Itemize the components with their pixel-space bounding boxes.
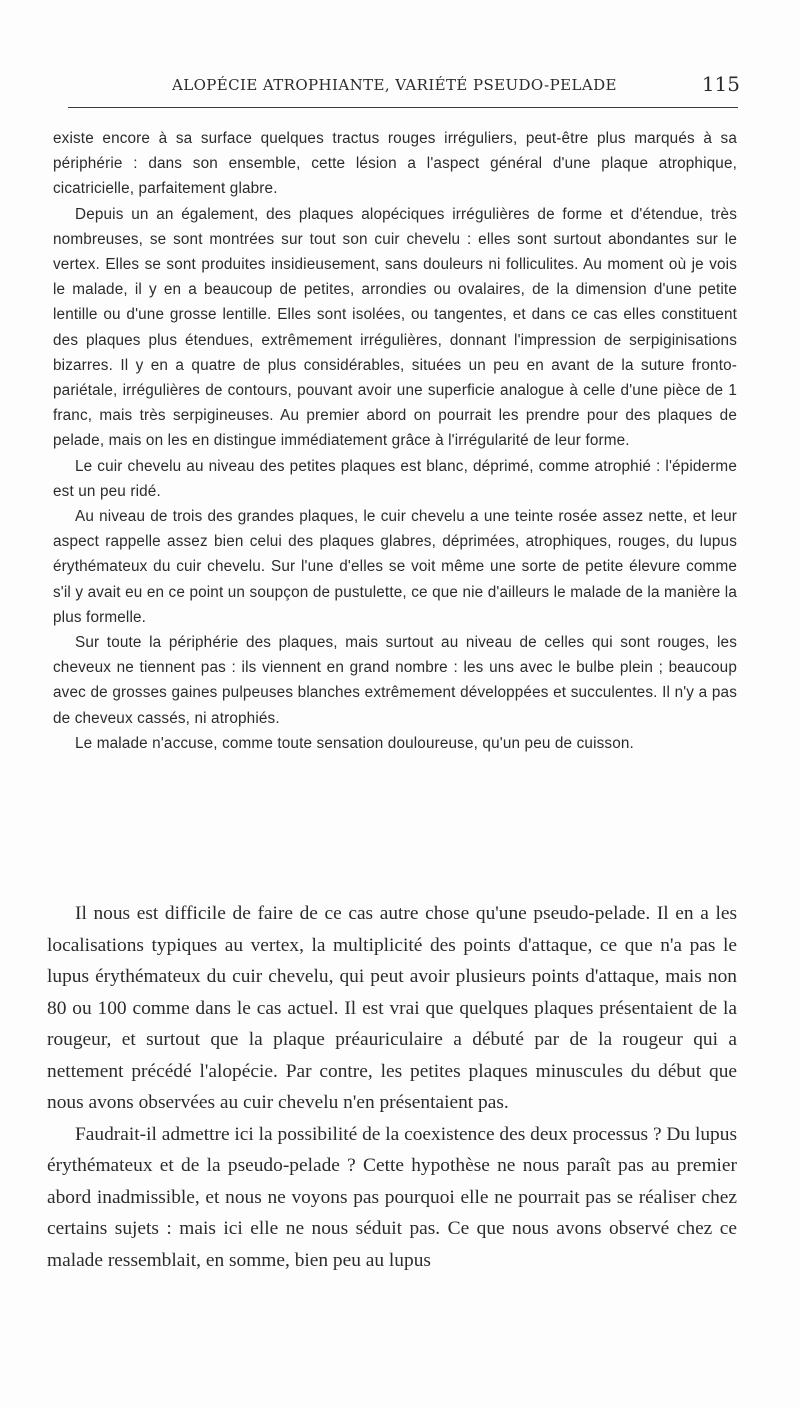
paragraph: Faudrait-il admettre ici la possibilité de la coexistence des deux processus ? Du lupus érythémateux et de la pseudo-pelade ? Cette hypothèse ne nous paraît pas au premier abord inadmissible, et nous ne voyons pas pourquoi elle ne pourrait pas se réaliser chez certains sujets : mais ici elle ne nous séduit pas. Ce que nous avons observé chez ce malade ressemblait, en somme, bien peu au lupus [47, 1123, 737, 1271]
header-rule [68, 107, 738, 108]
paragraph: Sur toute la périphérie des plaques, mais surtout au niveau de celles qui sont rouges, les cheveux ne tiennent pas : ils viennent en grand nombre : les uns avec le bulbe plein ; beaucoup avec de grosses gaines pulpeuses blanches extrêmement développées et succulentes. Il n'y a pas de cheveux cassés, ni atrophiés. [53, 634, 737, 727]
page-header [60, 72, 740, 102]
case-description-section [53, 126, 737, 756]
paragraph: Au niveau de trois des grandes plaques, le cuir chevelu a une teinte rosée assez nette, et leur aspect rappelle assez bien celui des plaques glabres, déprimées, atrophiques, rouges, du lupus érythémateux du cuir chevelu. Sur l'une d'elles se voit même une sorte de petite élevure comme s'il y avait eu en ce point un soupçon de pustulette, ce que nie d'ailleurs le malade de la manière la plus formelle. [53, 508, 737, 626]
page-number: 115 [701, 72, 740, 96]
paragraph: Depuis un an également, des plaques alopéciques irrégulières de forme et d'étendue, très nombreuses, se sont montrées sur tout son cuir chevelu : elles sont surtout abondantes sur le vertex. Elles se sont produites insidieusement, sans douleurs ni folliculites. Au moment où je vois le malade, il y en a beaucoup de petites, arrondies ou ovalaires, de la dimension d'une petite lentille ou d'une grosse lentille. Elles sont isolées, ou tangentes, et dans ce cas elles constituent des plaques plus étendues, extrêmement irrégulières, donnant l'impression de serpiginisations bizarres. Il y en a quatre de plus considérables, situées un peu en avant de la suture fronto-pariétale, irrégulières de contours, pouvant avoir une superficie analogue à celle d'une pièce de 1 franc, mais très serpigineuses. Au premier abord on pourrait les prendre pour des plaques de pelade, mais on les en distingue immédiatement grâce à l'irrégularité de leur forme. [53, 205, 737, 450]
running-title: ALOPÉCIE ATROPHIANTE, VARIÉTÉ PSEUDO-PELADE [172, 76, 617, 94]
discussion-section [47, 898, 737, 1276]
paragraph: existe encore à sa surface quelques tractus rouges irréguliers, peut-être plus marqués à sa périphérie : dans son ensemble, cette lésion a l'aspect général d'une plaque atrophique, cicatricielle, parfaitement glabre. [53, 130, 737, 198]
paragraph: Il nous est difficile de faire de ce cas autre chose qu'une pseudo-pelade. Il en a les localisations typiques au vertex, la multiplicité des points d'attaque, ce que n'a pas le lupus érythémateux du cuir chevelu, qui peut avoir plusieurs points d'attaque, mais non 80 ou 100 comme dans le cas actuel. Il est vrai que quelques plaques présentaient de la rougeur, et surtout que la plaque préauriculaire a débuté par de la rougeur qui a nettement précédé l'alopécie. Par contre, les petites plaques minuscules du début que nous avons observées au cuir chevelu n'en présentaient pas. [47, 903, 737, 1113]
paragraph: Le malade n'accuse, comme toute sensation douloureuse, qu'un peu de cuisson. [75, 734, 634, 752]
paragraph: Le cuir chevelu au niveau des petites plaques est blanc, déprimé, comme atrophié : l'épiderme est un peu ridé. [53, 457, 737, 500]
